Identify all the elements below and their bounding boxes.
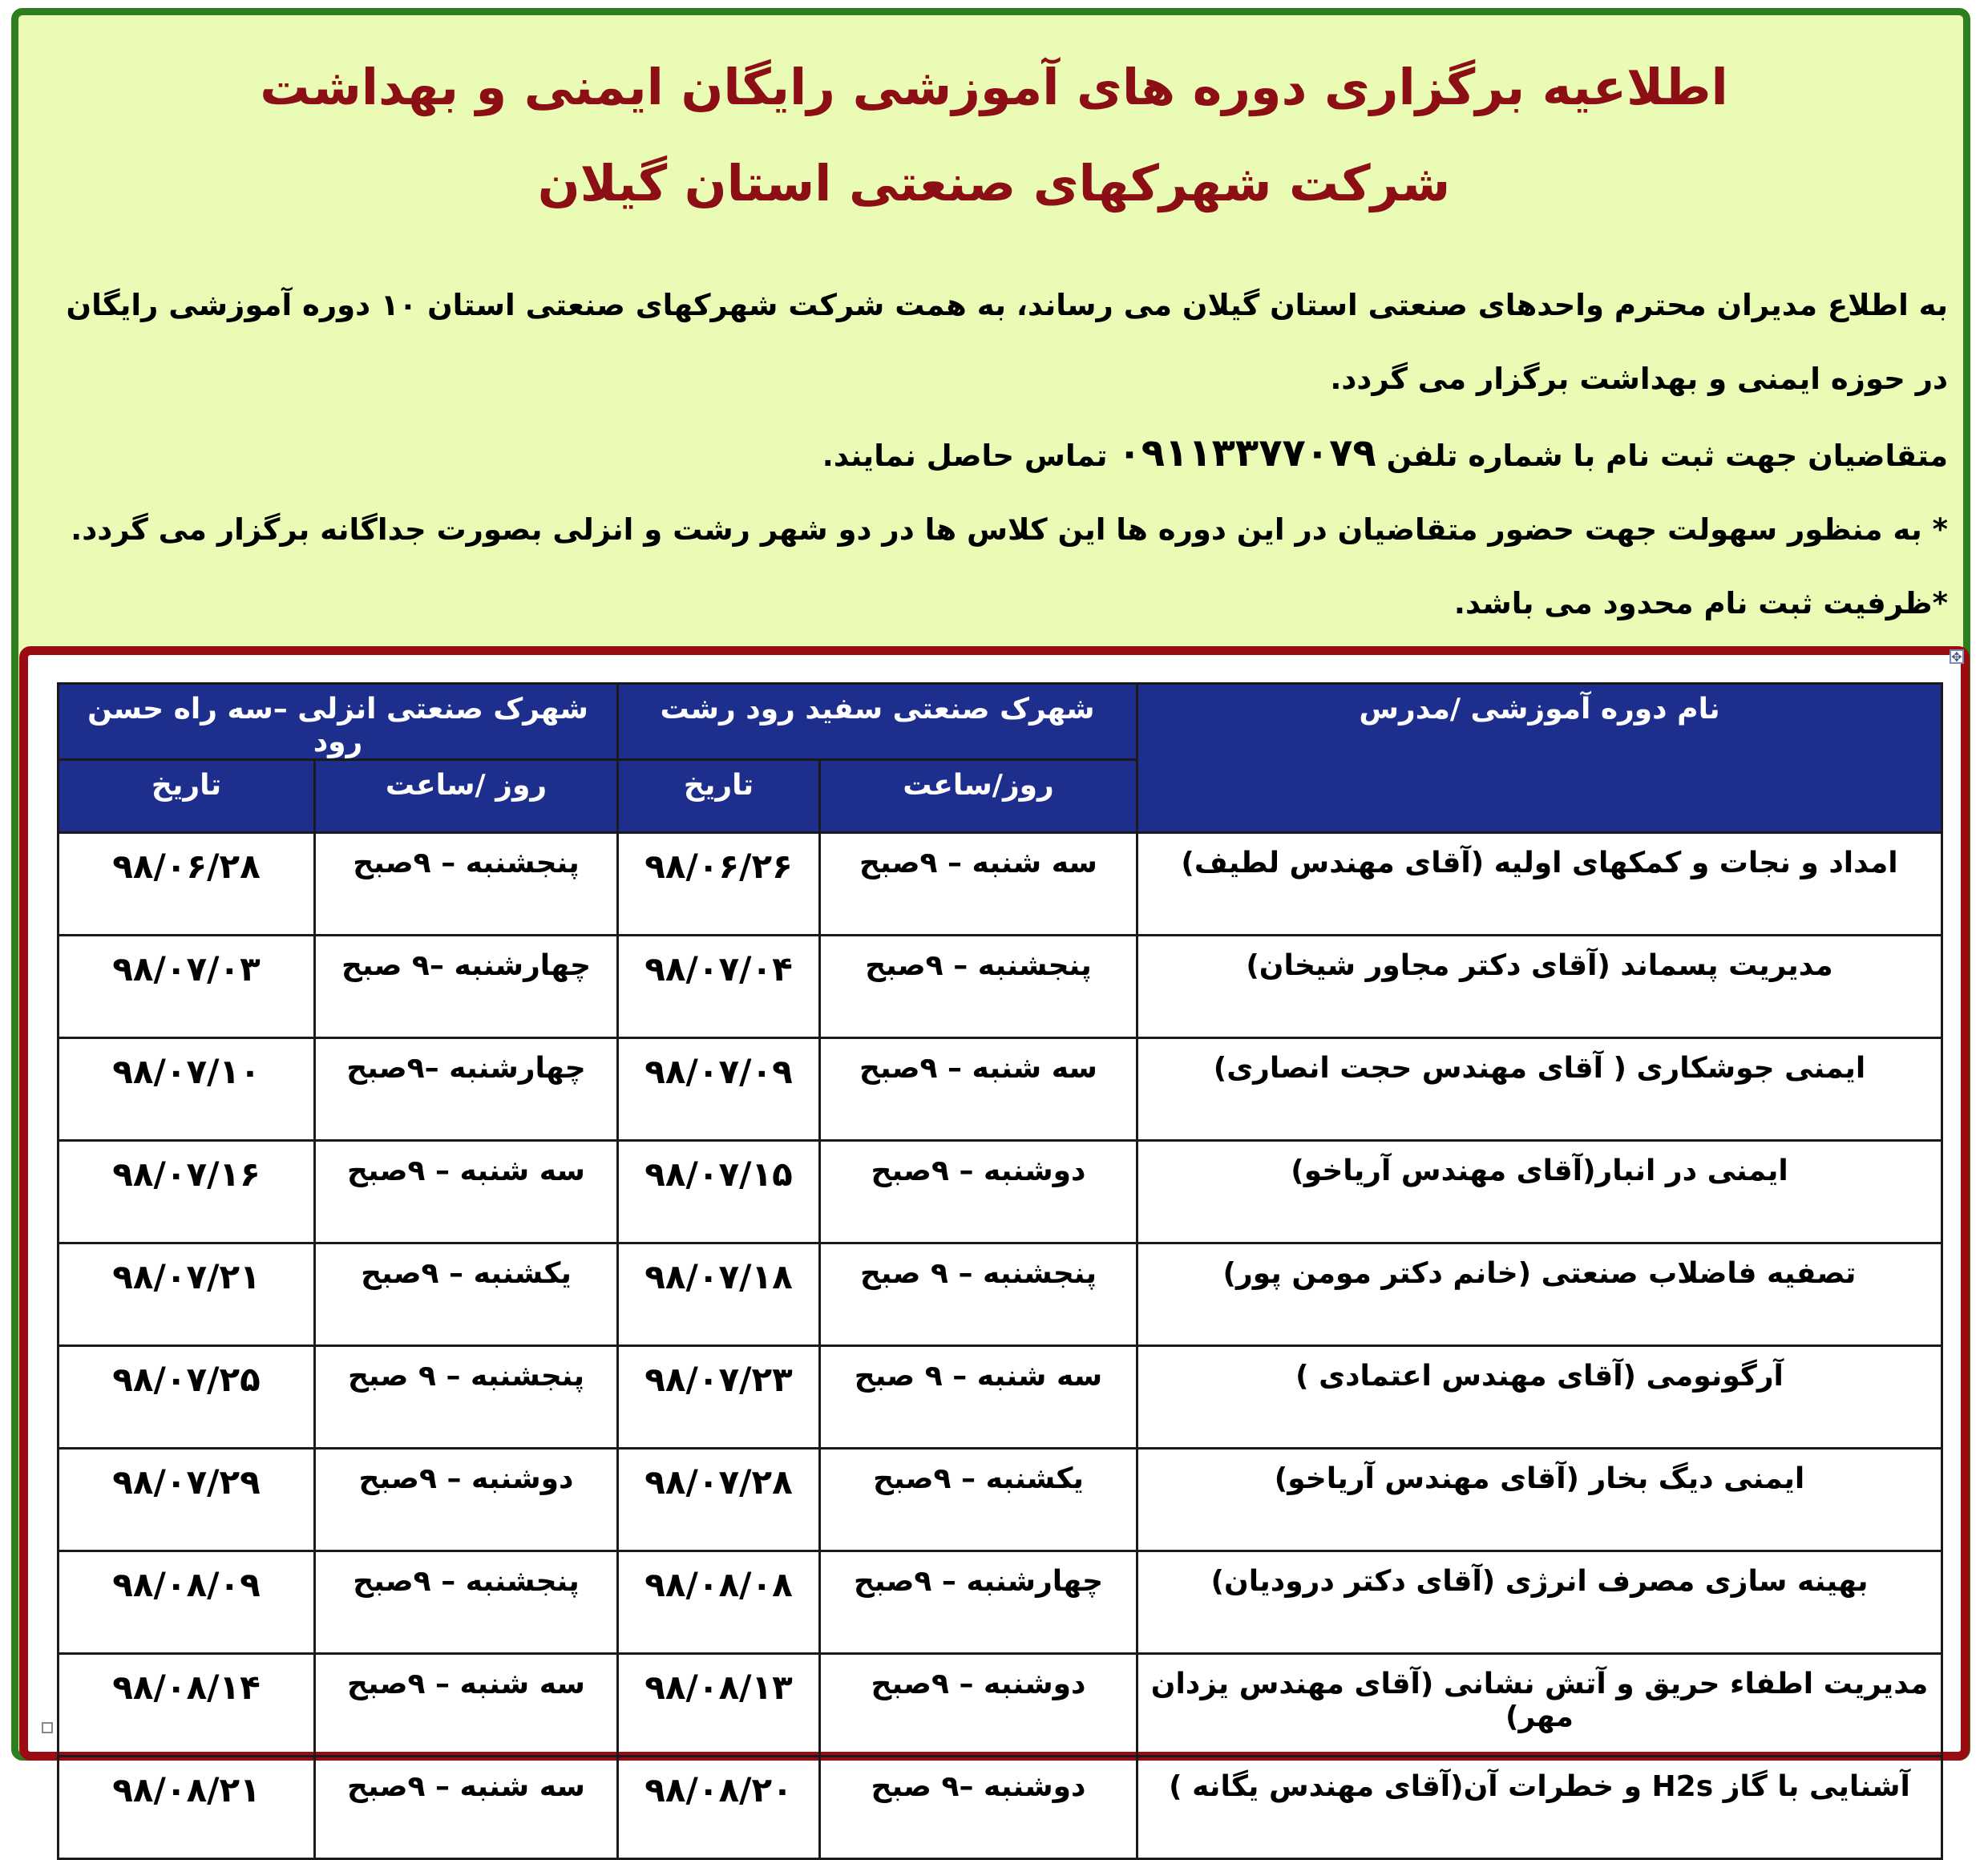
- anzali-day-cell: یکشنبه – ۹صبح: [315, 1243, 618, 1346]
- rasht-date-cell: ۹۸/۰۷/۲۳: [618, 1346, 820, 1449]
- anzali-date-cell: ۹۸/۰۷/۱۶: [59, 1141, 315, 1243]
- table-row: [59, 1141, 1942, 1243]
- anzali-date-cell: ۹۸/۰۶/۲۸: [59, 833, 315, 936]
- move-handle-icon[interactable]: ✥: [1950, 649, 1964, 664]
- rasht-date-cell: ۹۸/۰۶/۲۶: [618, 833, 820, 936]
- anzali-date-cell: ۹۸/۰۷/۲۵: [59, 1346, 315, 1449]
- course-cell: ایمنی جوشکاری ( آقای مهندس حجت انصاری): [1137, 1038, 1942, 1141]
- intro-line-5: *ظرفیت ثبت نام محدود می باشد.: [1453, 586, 1948, 621]
- subheader-anzali-day: روز /ساعت: [315, 760, 618, 833]
- course-cell: آرگونومی (آقای مهندس اعتمادی ): [1137, 1346, 1942, 1449]
- rasht-day-cell: دوشنبه –۹ صبح: [820, 1757, 1137, 1859]
- announcement-body: [40, 269, 1948, 641]
- rasht-date-cell: ۹۸/۰۷/۲۸: [618, 1449, 820, 1551]
- anzali-day-cell: چهارشنبه –۹صبح: [315, 1038, 618, 1141]
- rasht-date-cell: ۹۸/۰۸/۱۳: [618, 1654, 820, 1757]
- course-cell: امداد و نجات و کمکهای اولیه (آقای مهندس لطیف): [1137, 833, 1942, 936]
- intro-line-2: در حوزه ایمنی و بهداشت برگزار می گردد.: [1330, 362, 1948, 396]
- table-row: [59, 1038, 1942, 1141]
- table-row: [59, 833, 1942, 936]
- anzali-day-cell: چهارشنبه –۹ صبح: [315, 936, 618, 1038]
- intro-line-3: [40, 416, 1948, 493]
- subheader-rasht-date: تاریخ: [618, 760, 820, 833]
- course-cell: مدیریت پسماند (آقای دکتر مجاور شیخان): [1137, 936, 1942, 1038]
- announcement-title: اطلاعیه برگزاری دوره های آموزشی رایگان ایمنی و بهداشت: [260, 58, 1728, 116]
- rasht-day-cell: پنجشنبه – ۹ صبح: [820, 1243, 1137, 1346]
- course-cell: ایمنی دیگ بخار (آقای مهندس آریاخو): [1137, 1449, 1942, 1551]
- anzali-day-cell: سه شنبه – ۹صبح: [315, 1654, 618, 1757]
- schedule-table-frame: [19, 646, 1970, 1809]
- schedule-table: [57, 682, 1943, 1860]
- anzali-date-cell: ۹۸/۰۷/۰۳: [59, 936, 315, 1038]
- subheader-anzali-date: تاریخ: [59, 760, 315, 833]
- anzali-day-cell: سه شنبه – ۹صبح: [315, 1141, 618, 1243]
- intro-line-4: * به منظور سهولت جهت حضور متقاضیان در این دوره ها این کلاس ها در دو شهر رشت و انزلی بصورت جداگانه برگزار می گردد.: [71, 512, 1948, 547]
- anzali-day-cell: دوشنبه – ۹صبح: [315, 1449, 618, 1551]
- rasht-day-cell: پنجشنبه – ۹صبح: [820, 936, 1137, 1038]
- anzali-date-cell: ۹۸/۰۷/۲۱: [59, 1243, 315, 1346]
- table-row: [59, 1243, 1942, 1346]
- anzali-day-cell: پنجشنبه – ۹صبح: [315, 1551, 618, 1654]
- rasht-day-cell: یکشنبه – ۹صبح: [820, 1449, 1137, 1551]
- rasht-day-cell: سه شنبه – ۹ صبح: [820, 1346, 1137, 1449]
- table-row: [59, 1757, 1942, 1859]
- table-row: [59, 1654, 1942, 1757]
- intro-line-3-end: تماس حاصل نمایند.: [822, 439, 1108, 473]
- resize-handle-icon[interactable]: [42, 1722, 53, 1733]
- rasht-date-cell: ۹۸/۰۷/۱۵: [618, 1141, 820, 1243]
- anzali-day-cell: سه شنبه – ۹صبح: [315, 1757, 618, 1859]
- course-cell: تصفیه فاضلاب صنعتی (خانم دکتر مومن پور): [1137, 1243, 1942, 1346]
- rasht-day-cell: دوشنبه – ۹صبح: [820, 1654, 1137, 1757]
- course-cell: آشنایی با گاز H2s و خطرات آن(آقای مهندس یگانه ): [1137, 1757, 1942, 1859]
- header-anzali: شهرک صنعتی انزلی –سه راه حسن رود: [59, 684, 618, 760]
- table-row: [59, 936, 1942, 1038]
- rasht-date-cell: ۹۸/۰۷/۰۹: [618, 1038, 820, 1141]
- rasht-date-cell: ۹۸/۰۷/۰۴: [618, 936, 820, 1038]
- intro-line-3-start: متقاضیان جهت ثبت نام با شماره تلفن: [1386, 439, 1948, 473]
- subheader-rasht-day: روز/ساعت: [820, 760, 1137, 833]
- header-rasht: شهرک صنعتی سفید رود رشت: [618, 684, 1137, 760]
- rasht-date-cell: ۹۸/۰۸/۰۸: [618, 1551, 820, 1654]
- course-cell: ایمنی در انبار(آقای مهندس آریاخو): [1137, 1141, 1942, 1243]
- anzali-date-cell: ۹۸/۰۷/۲۹: [59, 1449, 315, 1551]
- announcement-subtitle: شرکت شهرکهای صنعتی استان گیلان: [537, 154, 1451, 212]
- anzali-day-cell: پنجشنبه – ۹صبح: [315, 833, 618, 936]
- phone-number: ۰۹۱۱۳۳۷۷۰۷۹: [1117, 431, 1376, 475]
- rasht-date-cell: ۹۸/۰۷/۱۸: [618, 1243, 820, 1346]
- rasht-date-cell: ۹۸/۰۸/۲۰: [618, 1757, 820, 1859]
- rasht-day-cell: دوشنبه – ۹صبح: [820, 1141, 1137, 1243]
- anzali-date-cell: ۹۸/۰۸/۰۹: [59, 1551, 315, 1654]
- course-cell: مدیریت اطفاء حریق و آتش نشانی (آقای مهندس یزدان مهر): [1137, 1654, 1942, 1757]
- table-row: [59, 1551, 1942, 1654]
- anzali-date-cell: ۹۸/۰۸/۱۴: [59, 1654, 315, 1757]
- rasht-day-cell: سه شنبه – ۹صبح: [820, 1038, 1137, 1141]
- rasht-day-cell: چهارشنبه – ۹صبح: [820, 1551, 1137, 1654]
- anzali-date-cell: ۹۸/۰۸/۲۱: [59, 1757, 315, 1859]
- table-row: [59, 1346, 1942, 1449]
- rasht-day-cell: سه شنبه – ۹صبح: [820, 833, 1137, 936]
- table-row: [59, 1449, 1942, 1551]
- header-course: نام دوره آموزشی /مدرس: [1137, 684, 1942, 833]
- anzali-day-cell: پنجشنبه – ۹ صبح: [315, 1346, 618, 1449]
- course-cell: بهینه سازی مصرف انرژی (آقای دکتر درودیان): [1137, 1551, 1942, 1654]
- anzali-date-cell: ۹۸/۰۷/۱۰: [59, 1038, 315, 1141]
- intro-line-1: به اطلاع مدیران محترم واحدهای صنعتی استان گیلان می رساند، به همت شرکت شهرکهای صنعتی استان ۱۰ دوره آموزشی رایگان: [66, 288, 1948, 322]
